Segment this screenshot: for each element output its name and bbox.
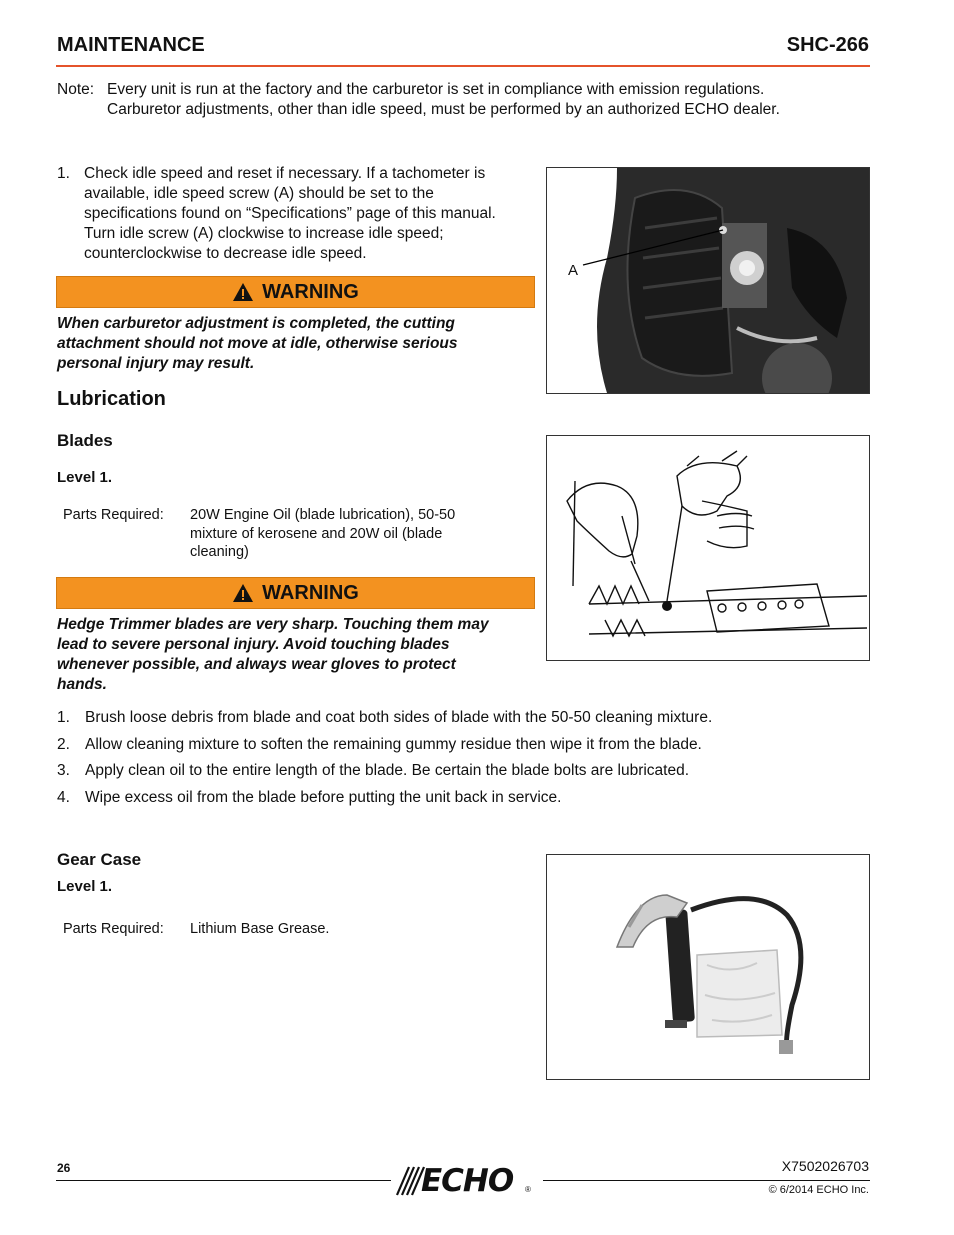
step-number: 2. [57,735,70,753]
gear-case-parts-value: Lithium Base Grease. [190,921,330,937]
step-text: Brush loose debris from blade and coat both sides of blade with the 50-50 cleaning mixture. [85,709,713,726]
blades-parts-value [190,506,455,562]
callout-a: A [568,262,579,279]
warning-line: attachment should not move at idle, otherwise serious [57,335,458,352]
idle-step-number: 1. [57,165,70,182]
carburetor-photo [547,168,869,393]
note-line-1: Every unit is run at the factory and the carburetor is set in compliance with emission regulations. [107,81,765,98]
copyright: © 6/2014 ECHO Inc. [768,1184,869,1196]
blade-steps-list [57,708,877,808]
idle-step-text [84,164,496,264]
idle-step-line: available, idle speed screw (A) should be set to the [84,185,434,202]
section-title: MAINTENANCE [57,34,205,56]
step-number: 3. [57,762,70,779]
step-text: Apply clean oil to the entire length of the blade. Be certain the blade bolts are lubricated. [85,762,690,779]
step-text: Wipe excess oil from the blade before putting the unit back in service. [85,788,562,806]
grease-gun-photo [547,855,869,1079]
note-label: Note: [57,81,95,98]
lubrication-heading: Lubrication [57,388,166,410]
warning-line: When carburetor adjustment is completed, the cutting [57,315,455,332]
warning-banner [56,276,535,308]
blade-illustration [547,436,869,660]
warning-icon [232,583,254,603]
warning-icon [232,282,254,302]
blades-heading: Blades [57,431,113,450]
warning-line: personal injury may result. [57,355,255,372]
warning-text-blades [57,615,489,695]
warning-line: Hedge Trimmer blades are very sharp. Touching them may [57,616,489,633]
list-item [57,761,877,781]
idle-step-line: specifications found on “Specifications” page of this manual. [84,205,496,222]
carburetor-figure [546,167,870,394]
warning-line: hands. [57,676,107,693]
warning-text [57,314,458,374]
list-item [57,788,877,808]
gear-case-heading: Gear Case [57,850,142,869]
blades-parts-label: Parts Required: [63,507,164,523]
blade-lubrication-figure [546,435,870,661]
idle-step-line: counterclockwise to decrease idle speed. [84,245,367,262]
warning-line: lead to severe personal injury. Avoid touching blades [57,636,450,653]
page-number: 26 [57,1161,71,1175]
echo-logo-text: ECHO [421,1163,514,1199]
warning-label: WARNING [262,280,359,303]
document-number: X7502026703 [781,1158,869,1174]
parts-line: cleaning) [190,544,249,560]
echo-logo [391,1163,543,1199]
step-number: 1. [57,709,70,726]
gear-case-parts-label: Parts Required: [63,921,164,937]
note-line-2: Carburetor adjustments, other than idle speed, must be performed by an authorized ECHO dealer. [107,101,780,118]
model-number: SHC-266 [786,34,869,56]
parts-line: 20W Engine Oil (blade lubrication), 50-50 [190,507,456,523]
step-number: 4. [57,788,70,806]
registered-mark: ® [525,1185,531,1194]
step-text: Allow cleaning mixture to soften the remaining gummy residue then wipe it from the blade. [85,735,702,753]
parts-line: mixture of kerosene and 20W oil (blade [190,525,443,542]
header-rule [56,65,870,67]
idle-step-line: Turn idle screw (A) clockwise to increase idle speed; [84,225,444,242]
blades-level: Level 1. [57,469,113,486]
idle-step-line: Check idle speed and reset if necessary. If a tachometer is [84,165,486,182]
warning-line: whenever possible, and always wear gloves to protect [57,656,456,673]
grease-gun-figure [546,854,870,1080]
list-item [57,735,877,755]
gear-case-level: Level 1. [57,878,113,895]
list-item [57,708,877,728]
warning-label: WARNING [262,581,359,604]
warning-banner-blades [56,577,535,609]
